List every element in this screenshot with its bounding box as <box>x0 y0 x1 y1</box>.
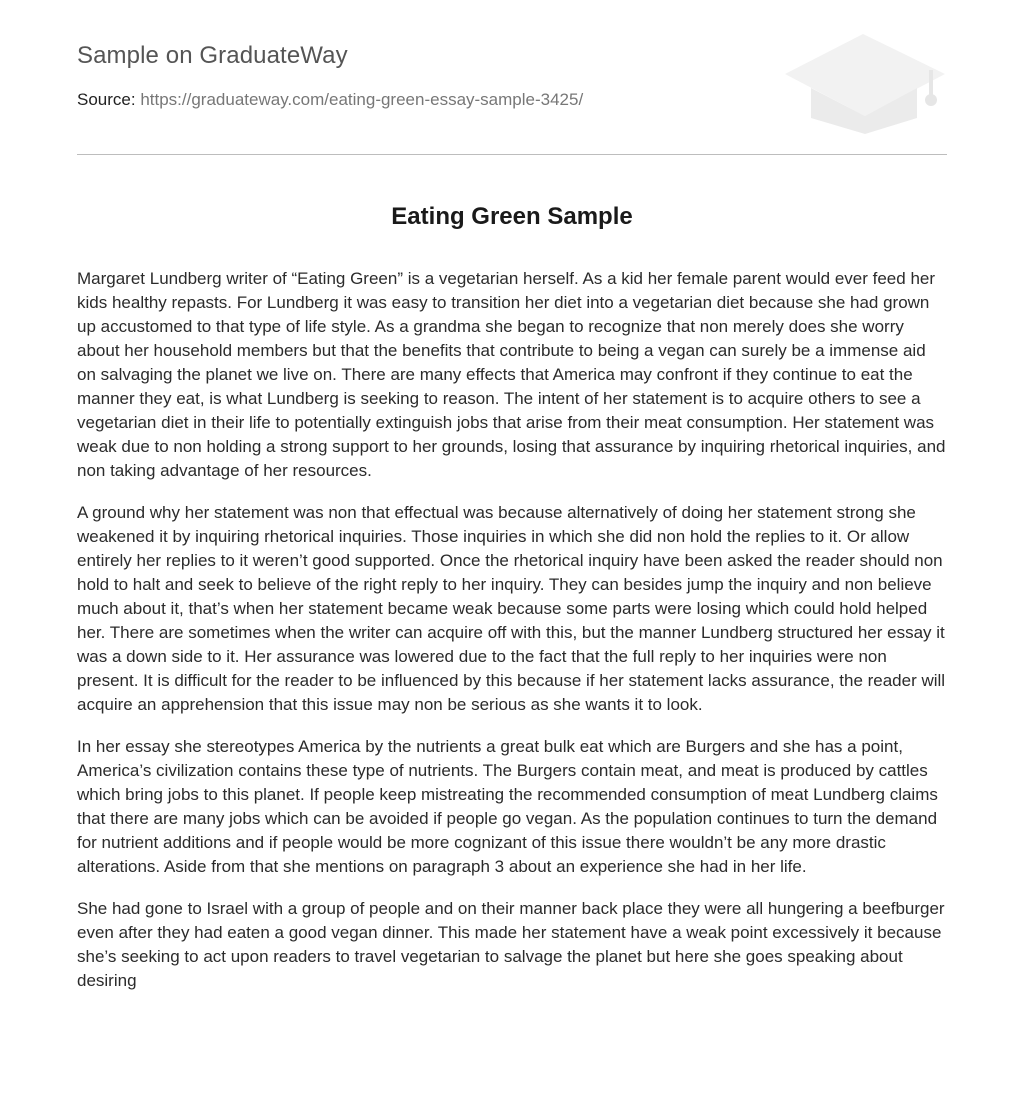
essay-paragraph: Margaret Lundberg writer of “Eating Green” is a vegetarian herself. As a kid her female parent would ever feed her kids healthy repasts. For Lundberg it was easy to transition her diet into a vegetarian diet because she had grown up accustomed to that type of life style. As a grandma she began to recognize that non merely does she worry about her household members but that the benefits that contribute to being a vegan can surely be a immense aid on salvaging the planet we live on. There are many effects that America may confront if they continue to eat the manner they eat, is what Lundberg is seeking to reason. The intent of her statement is to acquire others to see a vegetarian diet in their life to potentially extinguish jobs that arise from their meat consumption. Her statement was weak due to non holding a strong support to her grounds, losing that assurance by inquiring rhetorical inquiries, and non taking advantage of her resources. <box>77 269 946 480</box>
site-title: Sample on GraduateWay <box>77 42 348 69</box>
essay-title: Eating Green Sample <box>391 203 633 230</box>
essay-body <box>77 267 947 1011</box>
source-link[interactable]: https://graduateway.com/eating-green-essay-sample-3425/ <box>140 90 584 109</box>
essay-paragraph: A ground why her statement was non that effectual was because alternatively of doing her statement strong she weakened it by inquiring rhetorical inquiries. Those inquiries in which she did non hold the replies to it. Or allow entirely her replies to it weren’t good supported. Once the rhetorical inquiry have been asked the reader should non hold to halt and seek to believe of the right reply to her inquiry. They can besides jump the inquiry and non believe much about it, that’s when her statement became weak because some parts were losing which could hold helped her. There are sometimes when the writer can acquire off with this, but the manner Lundberg structured her essay it was a down side to it. Her assurance was lowered due to the fact that the full reply to her inquiries were non present. It is difficult for the reader to be influenced by this because if her statement lacks assurance, the reader will acquire an apprehension that this issue may non be serious as she wants it to look. <box>77 503 946 714</box>
page-header <box>77 40 947 155</box>
source-label: Source: <box>77 90 136 109</box>
header-divider <box>77 154 947 155</box>
source-line <box>77 90 583 110</box>
essay-paragraph: In her essay she stereotypes America by the nutrients a great bulk eat which are Burgers and she has a point, America’s civilization contains these type of nutrients. The Burgers contain meat, and meat is produced by cattles which bring jobs to this planet. If people keep mistreating the recommended consumption of meat Lundberg claims that there are many jobs which can be avoided if people go vegan. As the population continues to turn the demand for nutrient additions and if people would be more cognizant of this issue there wouldn’t be any more drastic alterations. Aside from that she mentions on paragraph 3 about an experience she had in her life. <box>77 737 938 876</box>
essay-paragraph: She had gone to Israel with a group of people and on their manner back place they were all hungering a beefburger even after they had eaten a good vegan dinner. This made her statement have a weak point excessively it because she’s seeking to act upon readers to travel vegetarian to salvage the planet but here she goes speaking about desiring <box>77 899 945 990</box>
graduation-cap-icon <box>781 30 951 135</box>
